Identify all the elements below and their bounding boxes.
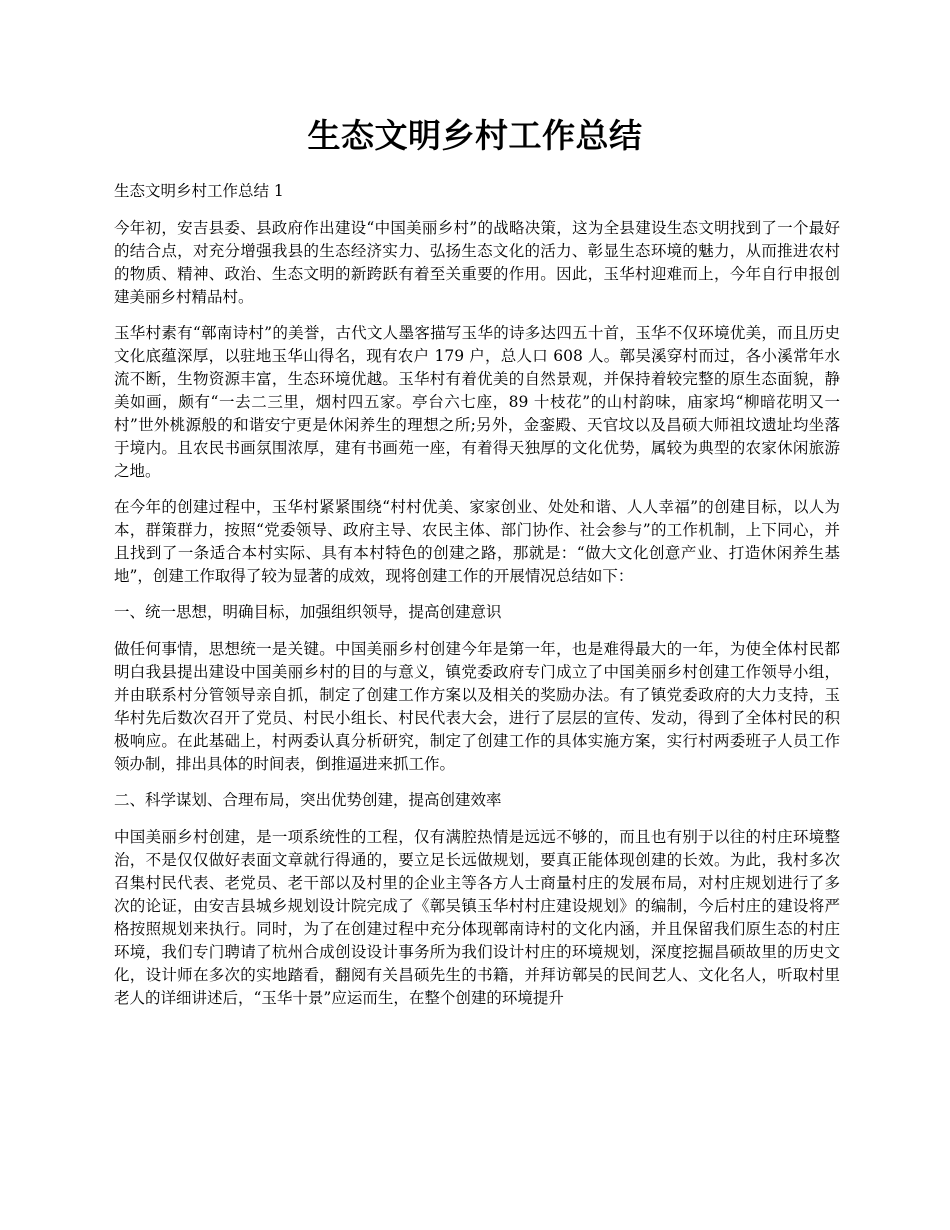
document-subtitle: 生态文明乡村工作总结 1 [114, 182, 284, 200]
section-heading-2: 二、科学谋划、合理布局，突出优势创建，提高创建效率 [114, 791, 502, 809]
document-body [114, 180, 840, 1023]
paragraph-section-1: 做任何事情，思想统一是关键。中国美丽乡村创建今年是第一年，也是难得最大的一年，为使全体村民都明白我县提出建设中国美丽乡村的目的与意义，镇党委政府专门成立了中国美丽乡村创建工作领导小组，并由联系村分管领导亲自抓，制定了创建工作方案以及相关的奖励办法。有了镇党委政府的大力支持，玉华村先后数次召开了党员、村民小组长、村民代表大会，进行了层层的宣传、发动，得到了全体村民的积极响应。在此基础上，村两委认真分析研究，制定了创建工作的具体实施方案，实行村两委班子人员工作领办制，排出具体的时间表，倒推逼进来抓工作。 [114, 640, 840, 773]
paragraph-village-profile: 玉华村素有“鄣南诗村”的美誉，古代文人墨客描写玉华的诗多达四五十首，玉华不仅环境优美，而且历史文化底蕴深厚，以驻地玉华山得名，现有农户 179 户，总人口 608 人。鄣吴溪穿村而过，各小溪常年水流不断，生物资源丰富，生态环境优越。玉华村有着优美的自然景观，并保持着较完整的原生态面貌，静美如画，颇有“一去二三里，烟村四五家。亭台六七座，89 十枝花”的山村韵味，庙家坞“柳暗花明又一村”世外桃源般的和谐安宁更是休闲养生的理想之所;另外，金銮殿、天官坟以及昌硕大师祖坟遗址均坐落于境内。且农民书画氛围浓厚，建有书画苑一座，有着得天独厚的文化优势，属较为典型的农家休闲旅游之地。 [114, 324, 840, 480]
document-title: 生态文明乡村工作总结 [307, 116, 643, 155]
paragraph-section-2: 中国美丽乡村创建，是一项系统性的工程，仅有满腔热情是远远不够的，而且也有别于以往的村庄环境整治，不是仅仅做好表面文章就行得通的，要立足长远做规划，要真正能体现创建的长效。为此，我村多次召集村民代表、老党员、老干部以及村里的企业主等各方人士商量村庄的发展布局，对村庄规划进行了多次的论证，由安吉县城乡规划设计院完成了《鄣吴镇玉华村村庄建设规划》的编制，今后村庄的建设将严格按照规划来执行。同时，为了在创建过程中充分体现鄣南诗村的文化内涵，并且保留我们原生态的村庄环境，我们专门聘请了杭州合成创设设计事务所为我们设计村庄的环境规划，深度挖掘昌硕故里的历史文化，设计师在多次的实地踏看，翻阅有关昌硕先生的书籍，并拜访鄣吴的民间艺人、文化名人，听取村里老人的详细讲述后，“玉华十景”应运而生，在整个创建的环境提升 [114, 828, 840, 1007]
paragraph-intro: 今年初，安吉县委、县政府作出建设“中国美丽乡村”的战略决策，这为全县建设生态文明找到了一个最好的结合点，对充分增强我县的生态经济实力、弘扬生态文化的活力、彰显生态环境的魅力，从而推进农村的物质、精神、政治、生态文明的新跨跃有着至关重要的作用。因此，玉华村迎难而上，今年自行申报创建美丽乡村精品村。 [114, 219, 840, 306]
paragraph-creation-overview: 在今年的创建过程中，玉华村紧紧围绕“村村优美、家家创业、处处和谐、人人幸福”的创建目标，以人为本，群策群力，按照“党委领导、政府主导、农民主体、部门协作、社会参与”的工作机制，上下同心，并且找到了一条适合本村实际、具有本村特色的创建之路，那就是：“做大文化创意产业、打造休闲养生基地”，创建工作取得了较为显著的成效，现将创建工作的开展情况总结如下： [114, 498, 840, 585]
section-heading-1: 一、统一思想，明确目标，加强组织领导，提高创建意识 [114, 603, 502, 621]
